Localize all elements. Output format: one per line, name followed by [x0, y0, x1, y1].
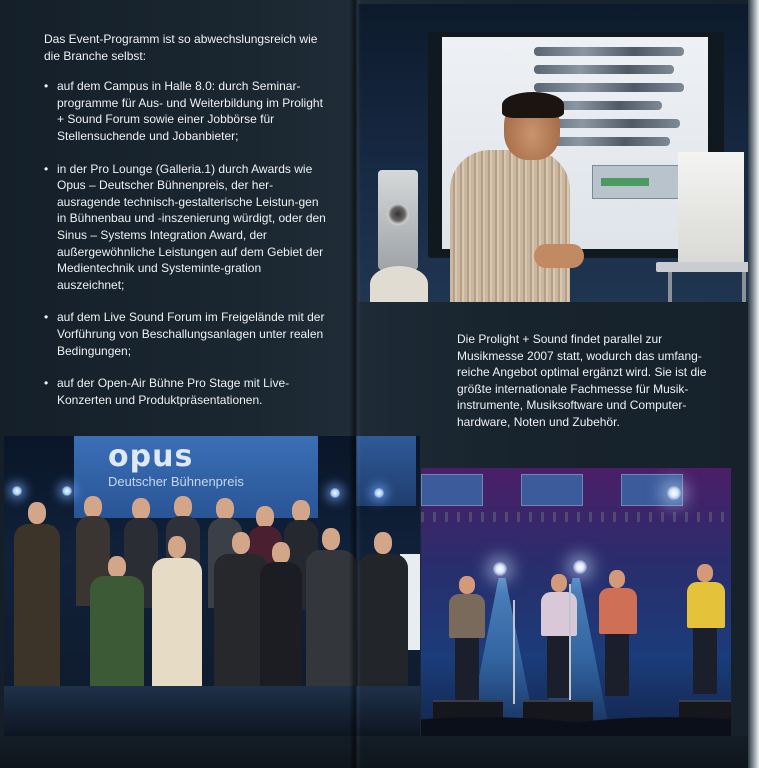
studio-speaker [378, 170, 418, 270]
presenter-photo [358, 4, 748, 302]
opus-logo-text: opus [108, 439, 194, 474]
presenter-shirt [450, 150, 570, 302]
presenter-hair [502, 92, 564, 118]
concert-photo [421, 468, 731, 740]
presenter-hands [534, 244, 584, 268]
page-fold [349, 0, 361, 768]
opus-subtitle: Deutscher Bühnenpreis [108, 474, 244, 489]
page-right-edge [748, 0, 759, 768]
desk [656, 262, 748, 272]
list-item: • auf der Open-Air Bühne Pro Stage mit Live-Konzerten und Produktpräsentationen. [44, 375, 328, 408]
list-item: • in der Pro Lounge (Galleria.1) durch Awards wie Opus – Deutscher Bühnenpreis, der her-ausragende technisch-gestalterische Leistun-gen in Bühnenbau und -inszenierung würdigt, oder den Sinus – Systems Integration Award, der außergewöhnliche Leistungen auf dem Gebiet der Medientechnik und Systeminte-gration auszeichnet; [44, 161, 328, 294]
right-page-paragraph: Die Prolight + Sound findet parallel zur Musikmesse 2007 statt, wodurch das umfang-reiche Angebot optimal ergänzt wird. Sie ist die größte internationale Fachmesse für Musik-instrumente, Musiksoftware und Computer-hardware, Noten und Zubehör. [457, 332, 707, 429]
intro-paragraph: Das Event-Programm ist so abwechslungsreich wie die Branche selbst: [44, 32, 318, 63]
whiteboard [678, 152, 744, 262]
page-bottom [0, 736, 759, 768]
list-item: • auf dem Campus in Halle 8.0: durch Seminar-programme für Aus- und Weiterbildung im Prolight + Sound Forum sowie einer Jobbörse für Stellensuchende und Jobanbieter; [44, 78, 328, 144]
left-page-text [44, 31, 328, 424]
lighting-truss [421, 512, 731, 522]
lamp-shade [370, 266, 428, 302]
event-program-list [44, 78, 328, 408]
audience [421, 700, 731, 740]
mixer-panel [592, 165, 686, 199]
list-item: • auf dem Live Sound Forum im Freigelände mit der Vorführung von Beschallungsanlagen unter realen Bedingungen; [44, 309, 328, 359]
